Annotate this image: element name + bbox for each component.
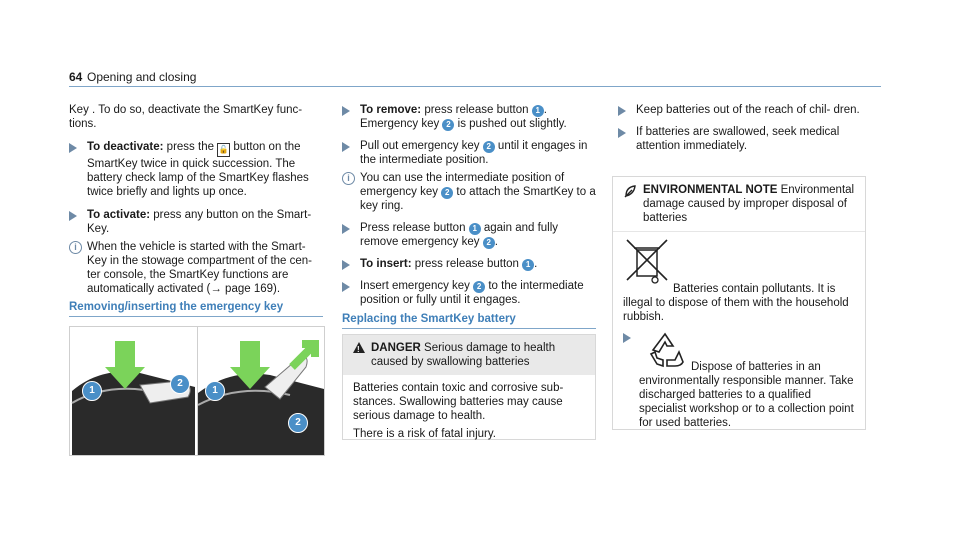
step-arrow-icon [618, 106, 626, 116]
info-note [342, 171, 596, 213]
step-arrow-icon [69, 143, 77, 153]
danger-box [342, 334, 596, 440]
step-label: To activate: [87, 209, 151, 221]
danger-label: DANGER [371, 342, 421, 354]
step-text: press any button on the Smart- Key. [87, 209, 312, 235]
column-1 [69, 103, 323, 296]
callout-2: 2 [483, 237, 495, 249]
step-insert-key [342, 279, 596, 307]
step-text: . [534, 258, 538, 270]
step-label: To remove: [360, 104, 422, 116]
step-text: press the [163, 141, 218, 153]
header-rule [69, 86, 881, 87]
step-text: Keep batteries out of the reach of chil- dren. [636, 104, 860, 116]
intro-text: Key . To do so, deactivate the SmartKey func- tions. [69, 104, 303, 130]
section-title-emergency-key: Removing/inserting the emergency key [69, 301, 284, 313]
callout-2: 2 [288, 413, 308, 433]
info-icon: i [69, 241, 82, 254]
callout-2: 2 [483, 141, 495, 153]
step-keep-away [618, 103, 864, 117]
environment-header [613, 177, 865, 232]
step-label: To deactivate: [87, 141, 164, 153]
step-label: To insert: [360, 258, 412, 270]
section-header: Opening and closing [87, 70, 197, 84]
step-text: button on the SmartKey twice in quick succession. The battery check lamp of the SmartKey flashes twice briefly and lights up once. [87, 141, 309, 198]
emergency-key-illustration [69, 326, 325, 456]
danger-text: Batteries contain toxic and corrosive sub- stances. Swallowing batteries may cause serious damage to health. [353, 382, 564, 422]
section-rule [69, 316, 323, 317]
step-activate [69, 208, 323, 236]
step-arrow-icon [342, 142, 350, 152]
step-text: Insert emergency key [360, 280, 474, 292]
step-text: Pull out emergency key [360, 140, 483, 152]
step-text: press release button [421, 104, 532, 116]
callout-2: 2 [473, 281, 485, 293]
callout-2: 2 [441, 187, 453, 199]
step-text: . [494, 236, 498, 248]
note-text: to attach the SmartKey to a key ring. [360, 186, 596, 212]
danger-header [343, 335, 595, 375]
step-text: to the intermediate position or fully until it engages. [360, 280, 584, 306]
environment-box [612, 176, 866, 430]
step-text: again and fully remove emergency key [360, 222, 559, 248]
environment-heading: Environmental damage caused by improper disposal of batteries [643, 184, 855, 224]
callout-2: 2 [442, 119, 454, 131]
section-title-battery: Replacing the SmartKey battery [342, 313, 516, 325]
step-arrow-icon [618, 128, 626, 138]
info-icon: i [342, 172, 355, 185]
callout-2: 2 [170, 374, 190, 394]
danger-heading: Serious damage to health caused by swallowing batteries [371, 342, 556, 368]
section-rule [342, 328, 596, 329]
environment-step [623, 330, 855, 430]
step-press-again [342, 221, 596, 249]
callout-1: 1 [522, 259, 534, 271]
step-arrow-icon [342, 106, 350, 116]
step-pull-out [342, 139, 596, 167]
column-2 [342, 103, 596, 307]
figure-divider [197, 327, 198, 455]
step-text: Press release button [360, 222, 469, 234]
environment-body [613, 232, 865, 436]
step-insert [342, 257, 596, 271]
step-text: If batteries are swallowed, seek medical attention immediately. [636, 126, 840, 152]
environment-label: ENVIRONMENTAL NOTE [643, 184, 778, 196]
step-text: . Emergency key [360, 104, 547, 130]
crossed-bin-icon [625, 238, 671, 286]
step-arrow-icon [342, 224, 350, 234]
column-3 [612, 103, 864, 153]
callout-1: 1 [469, 223, 481, 235]
page-number: 64 [69, 70, 83, 84]
info-note [69, 240, 323, 296]
warning-triangle-icon [353, 342, 365, 353]
step-seek-help [618, 125, 864, 153]
step-text: until it engages in the intermediate position. [360, 140, 588, 166]
environment-text: Dispose of batteries in an environmentally responsible manner. Take discharged batteries to a qualified specialist workshop or to a collection point for used batteries. [639, 361, 854, 429]
step-remove [342, 103, 596, 131]
environment-icon [623, 184, 637, 198]
step-arrow-icon [69, 211, 77, 221]
step-arrow-icon [623, 333, 631, 343]
step-arrow-icon [342, 260, 350, 270]
callout-1: 1 [205, 381, 225, 401]
danger-text: There is a risk of fatal injury. [353, 428, 496, 440]
unlock-button-icon: 🔓 [217, 143, 230, 157]
step-arrow-icon [342, 282, 350, 292]
callout-1: 1 [532, 105, 544, 117]
step-text: press release button [411, 258, 523, 270]
callout-1: 1 [82, 381, 102, 401]
note-text: You can use the intermediate position of emergency key [360, 172, 565, 198]
danger-body [343, 375, 595, 451]
step-text: is pushed out slightly. [454, 118, 567, 130]
note-text: When the vehicle is started with the Smart- Key in the stowage compartment of the cen- ter console, the SmartKey functions are automatically activated (→ page 169). [87, 241, 313, 295]
step-deactivate [69, 140, 323, 199]
environment-text: Batteries contain pollutants. It is illegal to dispose of them with the household rubbish. [623, 283, 849, 323]
